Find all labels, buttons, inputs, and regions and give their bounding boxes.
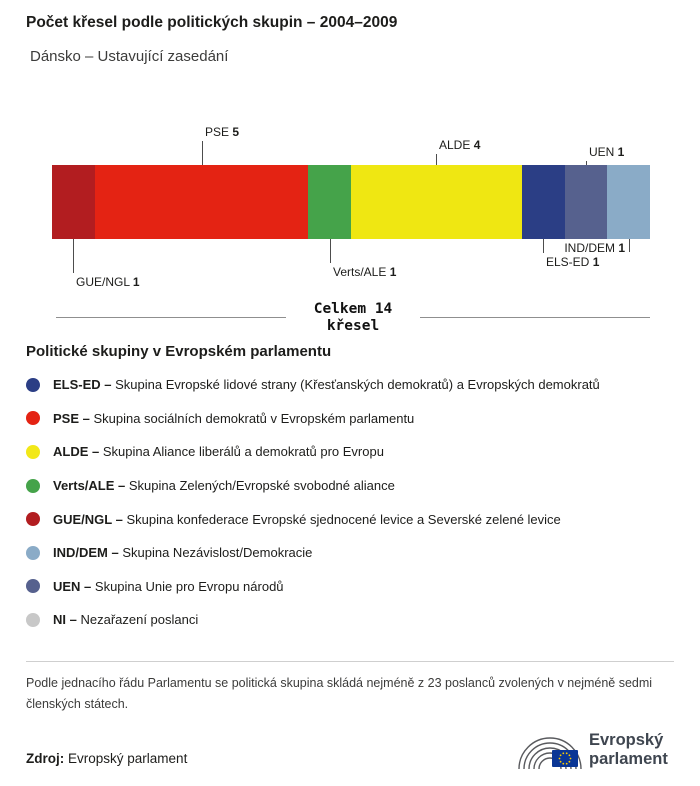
legend-title: Politické skupiny v Evropském parlamentu <box>26 343 332 360</box>
callout-line-IND/DEM <box>629 239 630 252</box>
total-label-line1: Celkem 14 <box>313 301 393 317</box>
total-row <box>56 301 650 334</box>
bar-segment-ALDE <box>351 165 522 239</box>
footnote: Podle jednacího řádu Parlamentu se politická skupina skládá nejméně z 23 poslanců zvolených v nejméně sedmi členských státech. <box>26 676 653 712</box>
callout-line-Verts/ALE <box>330 239 331 263</box>
callout-label-GUE/NGL: GUE/NGL 1 <box>76 275 140 289</box>
callout-label-ALDE: ALDE 4 <box>439 138 481 152</box>
bar-segment-PSE <box>95 165 309 239</box>
source-text: Evropský parlament <box>68 751 188 766</box>
logo-text-line1: Evropský <box>589 731 664 749</box>
callout-line-ALDE <box>436 154 437 165</box>
legend-label: Verts/ALE – Skupina Zelených/Evropské svobodné aliance <box>53 478 395 494</box>
legend-label: GUE/NGL – Skupina konfederace Evropské sjednocené levice a Severské zelené levice <box>53 511 561 527</box>
legend-label: ELS-ED – Skupina Evropské lidové strany (Křesťanských demokratů) a Evropských demokratů <box>53 377 600 393</box>
stacked-bar <box>52 165 650 239</box>
bar-segment-ELS-ED <box>522 165 565 239</box>
source-line <box>26 751 187 766</box>
legend-dot <box>26 378 40 392</box>
legend-item-INDDEM <box>26 536 678 570</box>
total-label-line2: křesel <box>326 317 380 334</box>
total-rule-right <box>420 317 650 318</box>
legend-item-PSE <box>26 402 678 436</box>
page-subtitle: Dánsko – Ustavující zasedání <box>30 48 229 65</box>
legend-item-ALDE <box>26 435 678 469</box>
legend-dot <box>26 613 40 627</box>
legend-dot <box>26 512 40 526</box>
footer-divider <box>26 661 674 662</box>
page-title: Počet křesel podle politických skupin – 2004–2009 <box>26 14 398 31</box>
legend-label: IND/DEM – Skupina Nezávislost/Demokracie <box>53 545 313 561</box>
ep-logo <box>516 722 688 779</box>
legend-dot <box>26 445 40 459</box>
chart-area <box>52 120 650 292</box>
logo-text-line2: parlament <box>589 750 668 768</box>
legend-item-VertsALE <box>26 469 678 503</box>
callout-label-PSE: PSE 5 <box>205 125 240 139</box>
legend-label: PSE – Skupina sociálních demokratů v Evropském parlamentu <box>53 410 415 426</box>
legend-label: NI – Nezařazení poslanci <box>53 612 199 628</box>
total-rule-left <box>56 317 286 318</box>
legend-item-NI <box>26 603 678 637</box>
legend-item-ELSED <box>26 368 678 402</box>
ep-logo-svg <box>516 722 688 774</box>
legend-item-UEN <box>26 570 678 604</box>
legend-dot <box>26 579 40 593</box>
legend-label: UEN – Skupina Unie pro Evropu národů <box>53 578 284 594</box>
eu-flag-icon <box>552 750 578 767</box>
legend-label: ALDE – Skupina Aliance liberálů a demokratů pro Evropu <box>53 444 384 460</box>
callout-line-PSE <box>202 141 203 165</box>
legend-list <box>26 368 678 637</box>
legend-dot <box>26 411 40 425</box>
callout-line-UEN <box>586 161 587 165</box>
callout-label-IND/DEM: IND/DEM 1 <box>564 241 625 255</box>
callout-label-UEN: UEN 1 <box>589 145 625 159</box>
bar-segment-IND/DEM <box>607 165 650 239</box>
bar-segment-GUE/NGL <box>52 165 95 239</box>
callout-label-Verts/ALE: Verts/ALE 1 <box>333 265 397 279</box>
legend-dot <box>26 479 40 493</box>
callout-line-ELS-ED <box>543 239 544 253</box>
source-label: Zdroj: <box>26 751 65 766</box>
legend-dot <box>26 546 40 560</box>
total-label <box>286 301 421 334</box>
callout-label-ELS-ED: ELS-ED 1 <box>546 255 600 269</box>
legend-item-GUENGL <box>26 502 678 536</box>
callout-line-GUE/NGL <box>73 239 74 273</box>
bar-segment-Verts/ALE <box>308 165 351 239</box>
bar-segment-UEN <box>565 165 608 239</box>
